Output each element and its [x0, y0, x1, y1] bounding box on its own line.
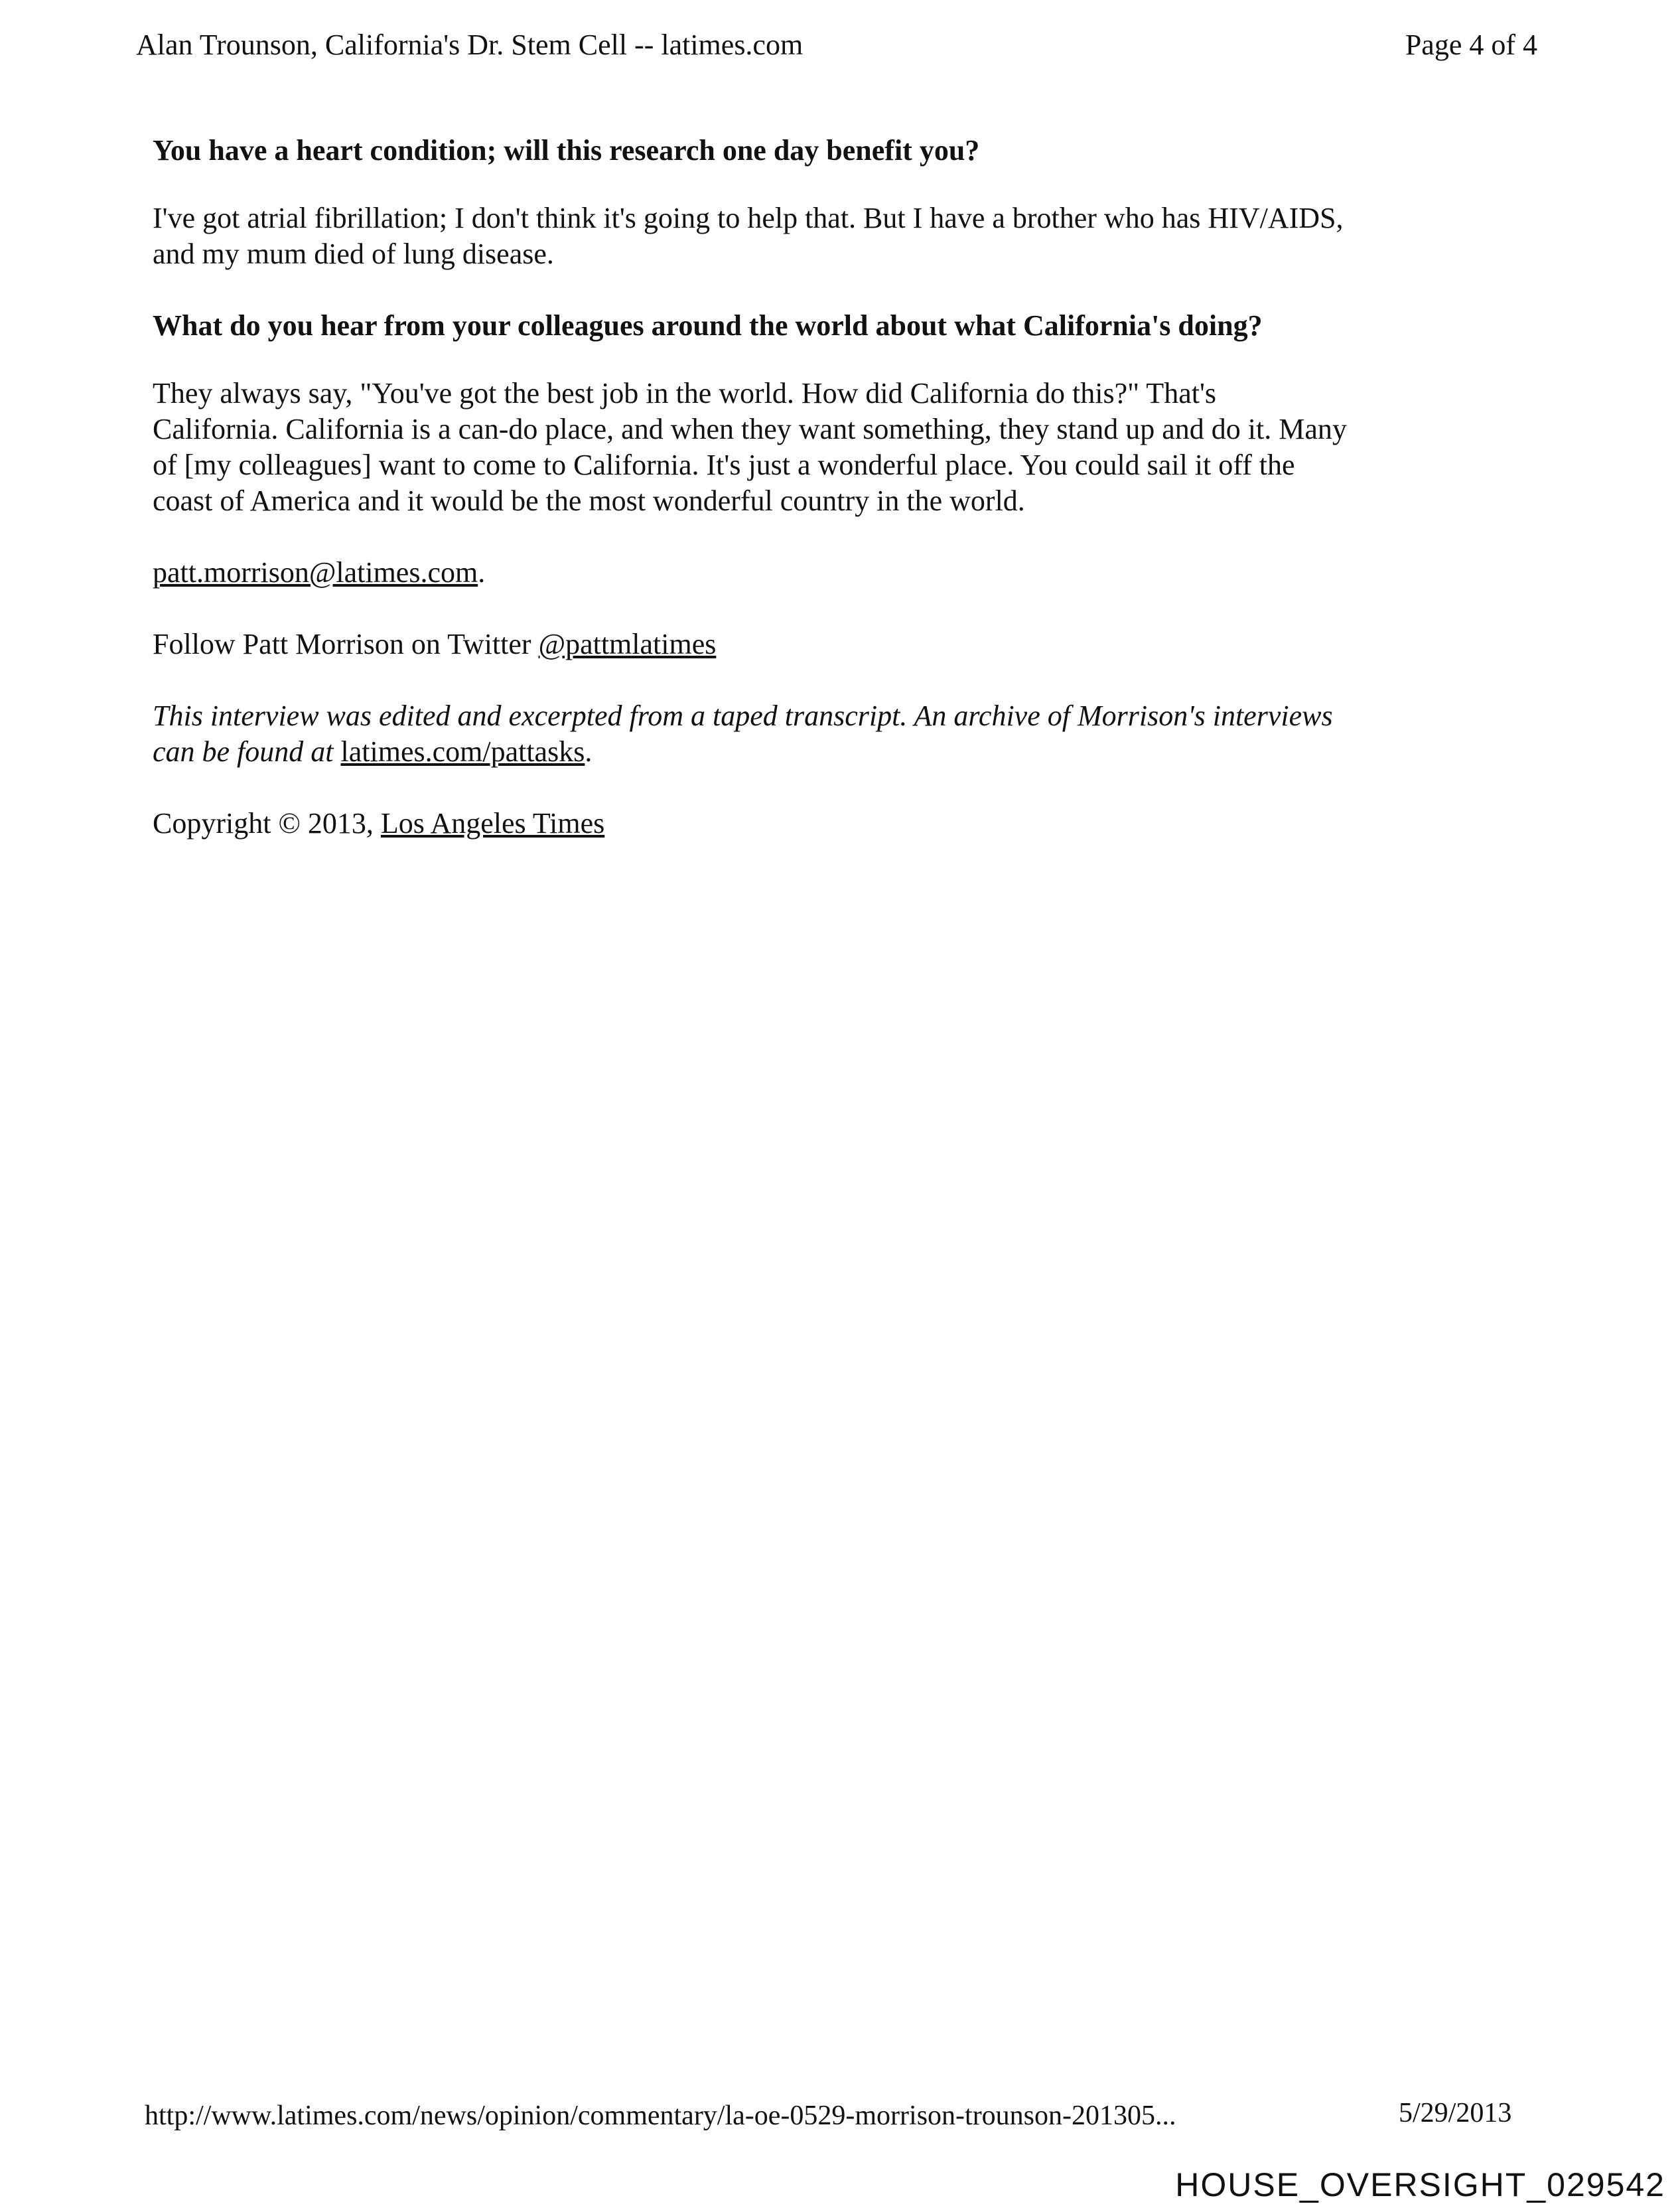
archive-link[interactable]: latimes.com/pattasks	[340, 735, 585, 768]
answer-line: of [my colleagues] want to come to California. It's just a wonderful place. You could sail it off the	[153, 449, 1295, 481]
editorial-note-line: This interview was edited and excerpted from a taped transcript. An archive of Morrison's interviews	[153, 700, 1333, 732]
answer-line: I've got atrial fibrillation; I don't think it's going to help that. But I have a brother who has HIV/AIDS,	[153, 202, 1344, 234]
answer-colleagues	[153, 376, 1533, 519]
author-email-link[interactable]: patt.morrison@latimes.com	[153, 556, 478, 589]
answer-line: and my mum died of lung disease.	[153, 238, 554, 270]
editorial-note-prefix: can be found at	[153, 735, 341, 768]
twitter-handle-link[interactable]: @pattmlatimes	[538, 628, 717, 660]
answer-line: California. California is a can-do place, and when they want something, they stand up and do it. Many	[153, 413, 1347, 445]
copyright-text: Copyright © 2013,	[153, 807, 381, 840]
author-email-line	[153, 555, 1533, 591]
footer-date: 5/29/2013	[1399, 2098, 1512, 2128]
answer-line: They always say, "You've got the best job in the world. How did California do this?" That's	[153, 377, 1216, 409]
footer-url: http://www.latimes.com/news/opinion/commentary/la-oe-0529-morrison-trounson-201305...	[145, 2101, 1176, 2131]
editorial-note	[153, 698, 1533, 770]
la-times-link[interactable]: Los Angeles Times	[380, 807, 605, 840]
question-colleagues: What do you hear from your colleagues around the world about what California's doing?	[153, 309, 1263, 342]
answer-heart-condition	[153, 200, 1533, 272]
page-number: Page 4 of 4	[1405, 29, 1537, 61]
article-body	[153, 133, 1533, 877]
follow-twitter-line	[153, 627, 1533, 662]
question-heart-condition: You have a heart condition; will this research one day benefit you?	[153, 134, 980, 167]
bates-stamp: HOUSE_OVERSIGHT_029542	[1175, 2166, 1665, 2203]
copyright-line	[153, 806, 1533, 842]
follow-text: Follow Patt Morrison on Twitter	[153, 628, 539, 660]
page-header-title: Alan Trounson, California's Dr. Stem Cell -- latimes.com	[136, 29, 804, 61]
answer-line: coast of America and it would be the most wonderful country in the world.	[153, 484, 1025, 517]
archive-period: .	[585, 735, 593, 768]
email-period: .	[478, 556, 486, 589]
